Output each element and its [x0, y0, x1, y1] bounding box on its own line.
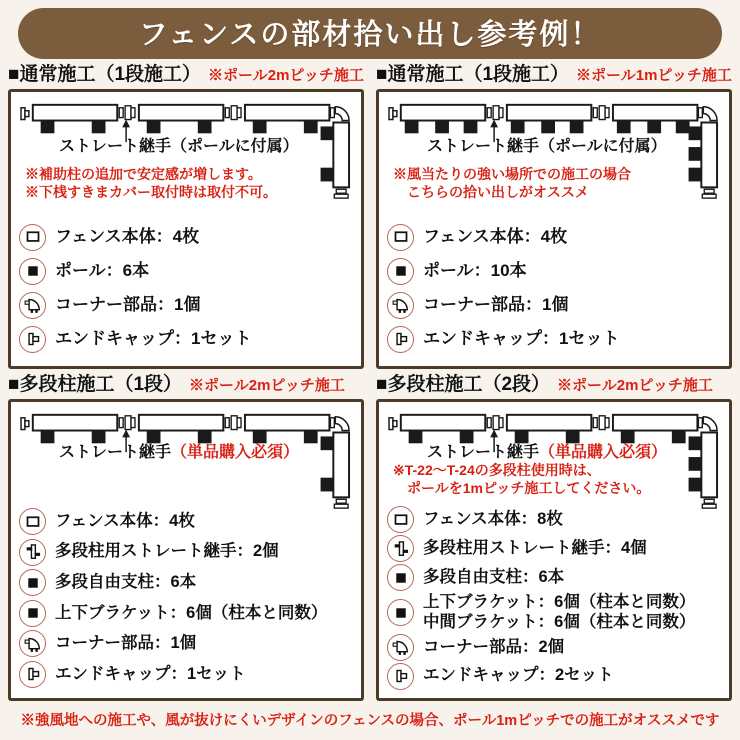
fence-diagram	[17, 95, 355, 215]
pole-icon	[387, 258, 414, 285]
parts-list-item	[387, 224, 723, 251]
parts-list-item	[387, 564, 723, 591]
parts-list-item	[19, 224, 355, 251]
page-title: フェンスの部材拾い出し参考例！	[18, 8, 722, 59]
pole-icon	[19, 600, 46, 627]
parts-list-item-label: エンドキャップ：2セット	[423, 666, 614, 685]
parts-list-item	[387, 258, 723, 285]
panel-multi-2dan	[376, 371, 732, 701]
joint-label: ストレート継手（単品購入必須）	[59, 443, 300, 461]
panel-heading	[8, 61, 364, 89]
fence-diagram	[17, 405, 355, 503]
parts-list-item-label: コーナー部品：1個	[55, 634, 197, 653]
parts-list-item-label: フェンス本体：4枚	[55, 227, 200, 247]
panel-box	[8, 89, 364, 369]
end-cap-icon	[19, 326, 46, 353]
end-cap-icon	[387, 326, 414, 353]
corner-part-icon	[19, 292, 46, 319]
note-line: ※風当たりの強い場所での施工の場合	[393, 165, 631, 182]
parts-list-item	[19, 539, 355, 566]
parts-list-item	[387, 535, 723, 562]
parts-list-item	[19, 630, 355, 657]
parts-list-item	[19, 326, 355, 353]
pole-icon	[19, 569, 46, 596]
joint-label: ストレート継手（ポールに付属）	[427, 137, 667, 155]
multi-joint-icon	[387, 535, 414, 562]
parts-list-item	[387, 292, 723, 319]
parts-list-item-label: ポール：10本	[423, 261, 527, 281]
panel-heading-text: ■通常施工（1段施工）	[376, 64, 570, 85]
panel-heading-note: ※ポール2mピッチ施工	[208, 67, 364, 84]
pole-icon	[19, 258, 46, 285]
panel-box	[376, 89, 732, 369]
corner-part-icon	[387, 292, 414, 319]
diagram-notes	[393, 165, 631, 201]
parts-list-item-label: フェンス本体：4枚	[55, 511, 195, 530]
parts-list-item-label: 上下ブラケット：6個（柱本と同数）	[55, 603, 328, 622]
pole-icon	[387, 564, 414, 591]
parts-list	[17, 503, 355, 694]
parts-list-item-label: 多段自由支柱：6本	[55, 573, 197, 592]
panel-normal-1m	[376, 61, 732, 369]
panel-normal-2m	[8, 61, 364, 369]
note-line: こちらの拾い出しがオススメ	[407, 183, 589, 200]
pole-icon	[387, 599, 414, 626]
panel-heading	[376, 61, 732, 89]
note-line: ※T-22～T-24の多段柱使用時は、	[393, 461, 601, 478]
panel-box	[8, 399, 364, 701]
parts-list-item-label: コーナー部品：2個	[423, 637, 565, 656]
panel-heading-text: ■多段柱施工（1段）	[8, 373, 183, 395]
parts-list-item	[19, 292, 355, 319]
joint-label: ストレート継手（ポールに付属）	[59, 137, 299, 155]
parts-list-item-label: フェンス本体：8枚	[423, 510, 563, 529]
note-line: ※補助柱の追加で安定感が増します。	[25, 165, 262, 182]
parts-list	[385, 215, 723, 362]
panel-heading-note: ※ポール1mピッチ施工	[576, 67, 732, 84]
panel-heading-note: ※ポール2mピッチ施工	[189, 376, 345, 394]
multi-joint-icon	[19, 539, 46, 566]
end-cap-icon	[19, 661, 46, 688]
footer-note: ※強風地への施工や、風が抜けにくいデザインのフェンスの場合、ポール1mピッチでの施工がオススメです	[20, 713, 720, 729]
fence-diagram	[385, 405, 723, 503]
parts-list-item-label: ポール：6本	[55, 261, 150, 281]
end-cap-icon	[387, 663, 414, 690]
panel-heading-text: ■通常施工（1段施工）	[8, 64, 202, 85]
parts-list-item	[387, 326, 723, 353]
fence-panel-icon	[19, 508, 46, 535]
note-line: ※下桟すきまカバー取付時は取付不可。	[25, 183, 277, 200]
parts-list-item-label: 多段自由支柱：6本	[423, 567, 565, 586]
parts-list-item	[19, 569, 355, 596]
parts-list-item-label: フェンス本体：4枚	[423, 227, 568, 247]
corner-part-icon	[19, 630, 46, 657]
parts-list-item-label: エンドキャップ：1セット	[423, 329, 620, 349]
diagram-notes	[393, 461, 650, 497]
parts-list-item-label: 上下ブラケット：6個（柱本と同数） 中間ブラケット：6個（柱本と同数）	[423, 593, 696, 631]
parts-list-item	[19, 600, 355, 627]
parts-list-item-label: コーナー部品：1個	[423, 295, 569, 315]
joint-label: ストレート継手（単品購入必須）	[427, 443, 668, 461]
parts-list-item	[387, 506, 723, 533]
panel-heading	[8, 371, 364, 399]
note-line: ポールを1mピッチ施工してください。	[407, 479, 651, 496]
fence-panel-icon	[387, 506, 414, 533]
panel-heading-text: ■多段柱施工（2段）	[376, 373, 551, 395]
parts-list-item	[387, 634, 723, 661]
fence-panel-icon	[19, 224, 46, 251]
parts-list-item-label: エンドキャップ：1セット	[55, 664, 246, 683]
parts-list-item	[387, 593, 723, 632]
parts-list-item-label: 多段柱用ストレート継手：4個	[423, 539, 647, 558]
parts-list-item	[387, 663, 723, 690]
parts-list-item-label: エンドキャップ：1セット	[55, 329, 252, 349]
parts-list-item	[19, 661, 355, 688]
diagram-notes	[25, 165, 277, 201]
parts-list	[17, 215, 355, 362]
panels-grid	[0, 61, 740, 701]
parts-list	[385, 503, 723, 694]
panel-heading	[376, 371, 732, 399]
parts-list-item	[19, 508, 355, 535]
corner-part-icon	[387, 634, 414, 661]
panel-heading-note: ※ポール2mピッチ施工	[557, 376, 713, 394]
parts-list-item-label: コーナー部品：1個	[55, 295, 201, 315]
panel-box	[376, 399, 732, 701]
fence-diagram	[385, 95, 723, 215]
fence-panel-icon	[387, 224, 414, 251]
parts-list-item-label: 多段柱用ストレート継手：2個	[55, 542, 279, 561]
panel-multi-1dan	[8, 371, 364, 701]
parts-list-item	[19, 258, 355, 285]
